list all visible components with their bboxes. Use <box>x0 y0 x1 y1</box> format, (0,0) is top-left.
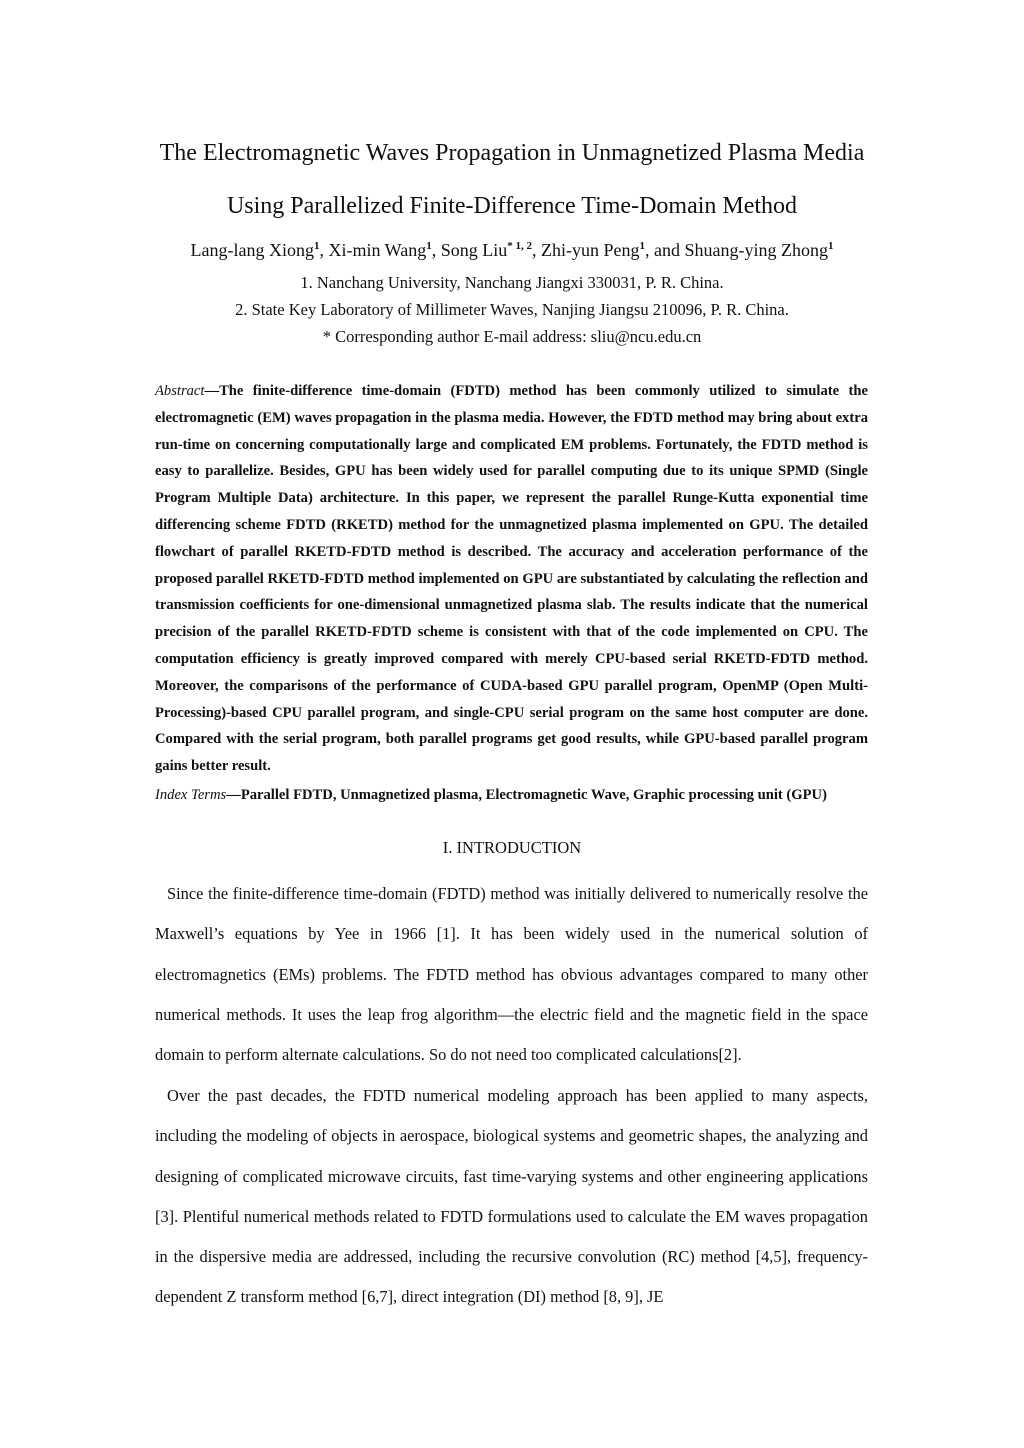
affiliation-1: 1. Nanchang University, Nanchang Jiangxi 330031, P. R. China. <box>300 273 724 292</box>
author-affiliation-mark: 1 <box>827 240 834 252</box>
corresponding-author: * Corresponding author E-mail address: sliu@ncu.edu.cn <box>322 327 702 346</box>
index-terms <box>155 782 895 808</box>
body-paragraph: Since the finite-difference time-domain (FDTD) method was initially delivered to numerically resolve the Maxwell’s equations by Yee in 1966 [1]. It has been widely used in the numerical solution of electromagnetics (EMs) problems. The FDTD method has obvious advantages compared to many other numerical methods. It uses the leap frog algorithm—the electric field and the magnetic field in the space domain to perform alternate calculations. So do not need too complicated calculations[2]. <box>155 884 868 1065</box>
title-line-2: Using Parallelized Finite-Difference Time-Domain Method <box>226 193 798 219</box>
section-heading: I. INTRODUCTION <box>442 838 582 857</box>
author-name: Zhi-yun Peng <box>540 240 640 260</box>
author-list <box>0 238 1024 262</box>
author-affiliation-mark: 1 <box>426 240 432 252</box>
author-name: Song Liu <box>440 240 508 260</box>
author-separator: , <box>531 240 541 260</box>
author-name: Lang-lang Xiong <box>190 240 314 260</box>
author-affiliation-mark: * 1, 2 <box>507 240 532 252</box>
abstract-text: —The finite-difference time-domain (FDTD) method has been commonly utilized to simulate the electromagnetic (EM) waves propagation in the plasma media. However, the FDTD method may bring about extra run-time on concerning computationally large and complicated EM problems. Fortunately, the FDTD method is easy to parallelize. Besides, GPU has been widely used for parallel computing due to its unique SPMD (Single Program Multiple Data) architecture. In this paper, we represent the parallel Runge-Kutta exponential time differencing scheme FDTD (RKETD) method for the unmagnetized plasma implemented on GPU. The detailed flowchart of parallel RKETD-FDTD method is described. The accuracy and acceleration performance of the proposed parallel RKETD-FDTD method implemented on GPU are substantiated by calculating the reflection and transmission coefficients for one-dimensional unmagnetized plasma slab. The results indicate that the numerical precision of the parallel RKETD-FDTD scheme is consistent with that of the code implemented on CPU. The computation efficiency is greatly improved compared with merely CPU-based serial RKETD-FDTD method. Moreover, the comparisons of the performance of CUDA-based GPU parallel program, OpenMP (Open Multi-Processing)-based CPU parallel program, and single-CPU serial program on the same host computer are done. Compared with the serial program, both parallel programs get good results, while GPU-based parallel program gains better result. <box>155 383 868 775</box>
author-name: Shuang-ying Zhong <box>684 240 828 260</box>
index-terms-label: Index Terms <box>155 787 227 803</box>
author-name: Xi-min Wang <box>328 240 427 260</box>
author-separator: , and <box>644 240 685 260</box>
author-affiliation-mark: 1 <box>313 240 320 252</box>
author-affiliation-mark: 1 <box>639 240 645 252</box>
title-line-1: The Electromagnetic Waves Propagation in Unmagnetized Plasma Media <box>159 140 865 166</box>
index-terms-text: —Parallel FDTD, Unmagnetized plasma, Electromagnetic Wave, Graphic processing unit (GPU) <box>226 787 827 803</box>
body-paragraph: Over the past decades, the FDTD numerical modeling approach has been applied to many aspects, including the modeling of objects in aerospace, biological systems and geometric shapes, the analyzing and designing of complicated microwave circuits, fast time-varying systems and other engineering applications [3]. Plentiful numerical methods related to FDTD formulations used to calculate the EM waves propagation in the dispersive media are addressed, including the recursive convolution (RC) method [4,5], frequency-dependent Z transform method [6,7], direct integration (DI) method [8, 9], JE <box>155 1086 868 1307</box>
author-separator: , <box>319 240 329 260</box>
affiliation-2: 2. State Key Laboratory of Millimeter Waves, Nanjing Jiangsu 210096, P. R. China. <box>235 300 789 319</box>
author-separator: , <box>431 240 441 260</box>
abstract-label: Abstract <box>155 383 205 399</box>
abstract <box>155 378 868 780</box>
